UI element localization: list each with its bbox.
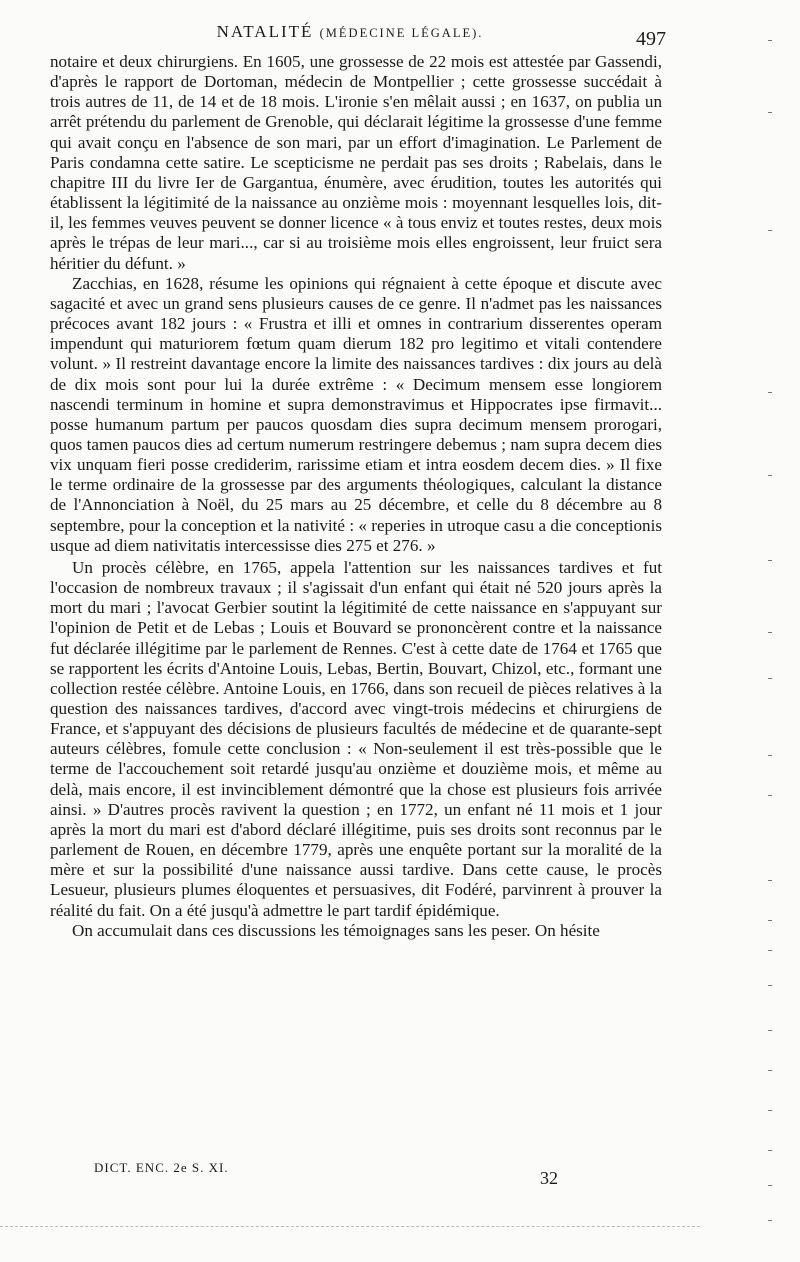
page-footer bbox=[50, 1160, 662, 1190]
paragraph-3: Un procès célèbre, en 1765, appela l'attention sur les naissances tardives et fut l'occasion de nombreux travaux ; il s'agissait d'un enfant qui était né 520 jours après la mort du mari ; l'avocat Gerbier soutint la légitimité de cette naissance en s'appuyant sur l'opinion de Petit et de Lebas ; Louis et Bouvard se prononcèrent contre et la naissance fut déclarée illégitime par le parlement de Rennes. C'est à cette date de 1764 et 1765 que se rapportent les écrits d'Antoine Louis, Lebas, Bertin, Bouvart, Chizol, etc., formant une collection restée célèbre. Antoine Louis, en 1766, dans son recueil de pièces relatives à la question des naissances tardives, d'accord avec vingt-trois médecins et chirurgiens de France, et s'appuyant des décisions de plusieurs facultés de médecine et de quarante-sept auteurs célèbres, fomule cette conclusion : « Non-seulement il est très-possible que le terme de l'accouchement soit retardé jusqu'au onzième et douzième mois, et même au delà, mais encore, il est invinciblement démontré que la chose est plusieurs fois arrivée ainsi. » D'autres procès ravivent la question ; en 1772, un enfant né 11 mois et 1 jour après la mort du mari est d'abord déclaré illégitime, puis ses droits sont reconnus par le parlement de Rouen, en décembre 1779, après une enquête portant sur la moralité de la mère et sur la possibilité d'une naissance aussi tardive. Dans cette cause, le procès Lesueur, plusieurs plumes éloquentes et persuasives, dit Fodéré, parvinrent à prouver la réalité du fait. On a été jusqu'à admettre le part tardif épidémique. bbox=[50, 557, 662, 920]
printer-signature: DICT. ENC. 2e S. XI. bbox=[94, 1160, 229, 1175]
paragraph-1: notaire et deux chirurgiens. En 1605, une grossesse de 22 mois est attestée par Gassendi, d'après le rapport de Dortoman, médecin de Montpellier ; cette grossesse succédait à trois autres de 11, de 14 et de 18 mois. L'ironie s'en mêlait aussi ; en 1637, on publia un arrêt prétendu du parlement de Grenoble, qui déclarait légitime la grossesse d'une femme qui avait conçu en l'absence de son mari, par un effort d'imagination. Le Parlement de Paris condamna cette satire. Le scepticisme ne perdait pas ses droits ; Rabelais, dans le chapitre III du livre Ier de Gargantua, énumère, avec érudition, toutes les autorités qui établissent la légitimité de la naissance au onzième mois : moyennant lesquelles lois, dit-il, les femmes veuves peuvent se donner licence « à tous enviz et toutes restes, deux mois après le trépas de leur mari..., car si au troisième mois elles engroissent, leur fruict sera héritier du défunt. » bbox=[50, 52, 662, 273]
book-page bbox=[50, 0, 666, 1262]
paragraph-4: On accumulait dans ces discussions les témoignages sans les peser. On hésite bbox=[72, 920, 600, 940]
page-number: 497 bbox=[636, 28, 666, 50]
header-title: NATALITÉ bbox=[216, 22, 314, 41]
main-text bbox=[50, 52, 662, 941]
running-header bbox=[50, 20, 666, 50]
scan-edge-marks bbox=[764, 20, 778, 1250]
running-title bbox=[50, 22, 650, 42]
paragraph-2: Zacchias, en 1628, résume les opinions qui régnaient à cette époque et discute avec sagacité et avec un grand sens plusieurs causes de ce genre. Il n'admet pas les naissances précoces avant 182 jours : « Frustra et illi et omnes in contrarium disserentes operam impendunt qui maturiorem fœtum quam dierum 182 pro legitimo et vitali contendere volunt. » Il restreint davantage encore la limite des naissances tardives : dix jours au delà de dix mois sont pour lui la durée extrême : « Decimum mensem esse longiorem nascendi terminum in homine et supra demonstravimus et Hippocrates ipse firmavit... posse humanum partum per paucos quosdam dies supra decimum mensem prorogari, quos tamen paucos dies ad certum numerum restringere debemus ; nam supra decem dies vix unquam fieri posse crediderim, rarissime etiam et intra eosdem decem dies. » Il fixe le terme ordinaire de la grossesse par des arguments théologiques, calculant la distance de l'Annonciation à Noël, du 25 mars au 25 décembre, et celle du 8 décembre au 8 septembre, pour la conception et la nativité : « reperies in utroque casu a die conceptionis usque ad diem nativitatis intercessisse dies 275 et 276. » bbox=[50, 273, 662, 555]
scan-bottom-rule bbox=[0, 1226, 700, 1228]
signature-number: 32 bbox=[540, 1168, 558, 1188]
header-subtitle: (MÉDECINE LÉGALE). bbox=[319, 26, 484, 40]
